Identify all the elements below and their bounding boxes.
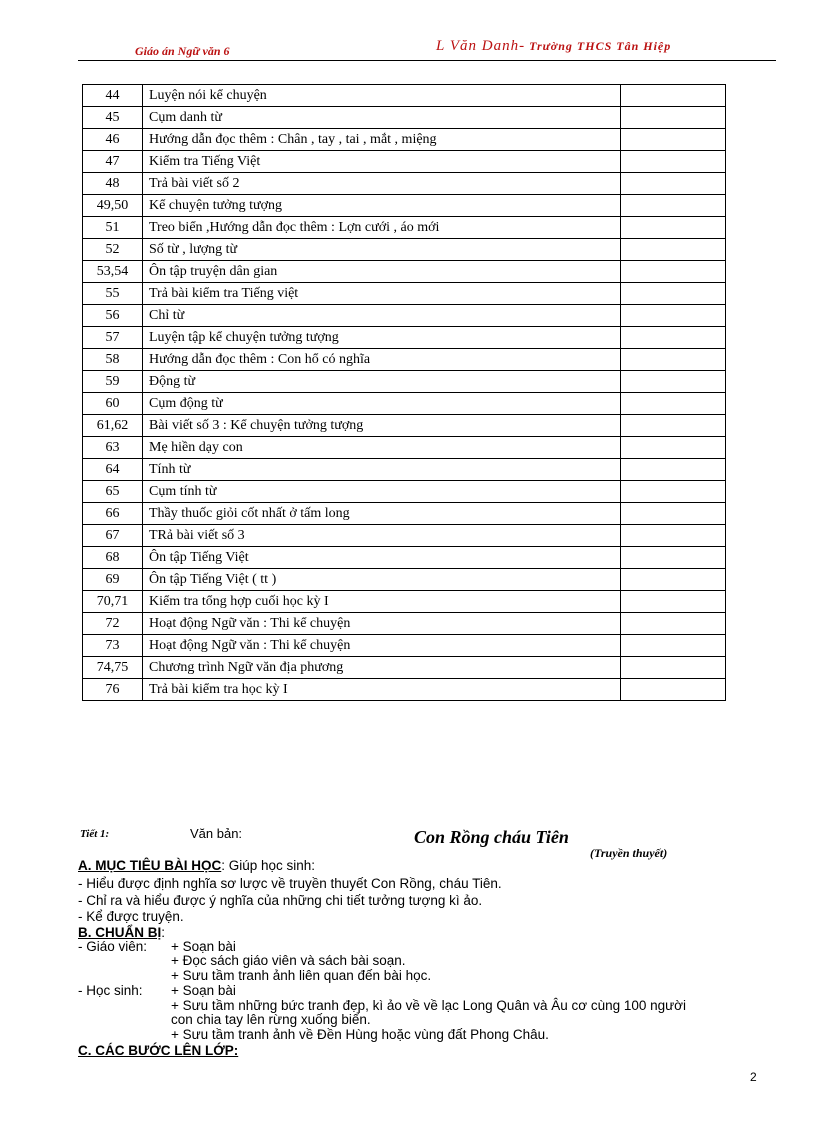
- notes-cell: [621, 635, 726, 657]
- goal-3: - Kể được truyện.: [78, 909, 184, 924]
- table-row: [83, 85, 726, 107]
- notes-cell: [621, 569, 726, 591]
- table-row: [83, 393, 726, 415]
- notes-cell: [621, 195, 726, 217]
- header-divider: [78, 60, 776, 61]
- lesson-period-cell: 47: [83, 151, 143, 173]
- lesson-period-cell: 69: [83, 569, 143, 591]
- lesson-period-cell: 56: [83, 305, 143, 327]
- lesson-title-cell: Động từ: [143, 371, 621, 393]
- page-number: 2: [750, 1070, 757, 1084]
- notes-cell: [621, 239, 726, 261]
- notes-cell: [621, 525, 726, 547]
- lesson-period-cell: 49,50: [83, 195, 143, 217]
- section-b-suffix: :: [161, 925, 166, 940]
- lesson-period-cell: 76: [83, 679, 143, 701]
- table-row: [83, 305, 726, 327]
- lesson-period-cell: 64: [83, 459, 143, 481]
- table-row: [83, 503, 726, 525]
- lesson-title-cell: Kiểm tra Tiếng Việt: [143, 151, 621, 173]
- lesson-title-cell: Ôn tập truyện dân gian: [143, 261, 621, 283]
- lesson-title-cell: Ôn tập Tiếng Việt: [143, 547, 621, 569]
- lesson-title-cell: Cụm động từ: [143, 393, 621, 415]
- table-row: [83, 613, 726, 635]
- notes-cell: [621, 107, 726, 129]
- lesson-title-cell: TRả bài viết số 3: [143, 525, 621, 547]
- header-author-name: L Văn Danh-: [436, 38, 526, 54]
- lesson-title-cell: Luyện nói kể chuyện: [143, 85, 621, 107]
- notes-cell: [621, 657, 726, 679]
- lesson-period-cell: 55: [83, 283, 143, 305]
- table-row: [83, 129, 726, 151]
- table-row: [83, 283, 726, 305]
- lesson-title-cell: Thầy thuốc giỏi cốt nhất ở tấm long: [143, 503, 621, 525]
- header-author: [436, 38, 671, 55]
- section-c-title: C. CÁC BƯỚC LÊN LỚP:: [78, 1043, 239, 1058]
- table-row: [83, 679, 726, 701]
- lesson-period-cell: 74,75: [83, 657, 143, 679]
- lesson-title-cell: Kể chuyện tưởng tượng: [143, 195, 621, 217]
- table-row: [83, 371, 726, 393]
- lesson-title-cell: Mẹ hiền dạy con: [143, 437, 621, 459]
- teacher-item-3: + Sưu tầm tranh ảnh liên quan đến bài học.: [171, 968, 432, 983]
- section-c-heading: [78, 1043, 239, 1058]
- section-b-title: B. CHUẨN BỊ: [78, 925, 162, 940]
- section-a-suffix: : Giúp học sinh:: [221, 858, 316, 873]
- lesson-title-cell: Luyện tập kể chuyện tưởng tượng: [143, 327, 621, 349]
- text-label: Văn bản:: [190, 826, 243, 841]
- table-row: [83, 239, 726, 261]
- student-item-2: + Sưu tầm những bức tranh đẹp, kì ảo về về lạc Long Quân và Âu cơ cùng 100 người: [171, 998, 687, 1013]
- section-b-heading: [78, 925, 165, 940]
- lesson-period-cell: 66: [83, 503, 143, 525]
- lesson-period-cell: 52: [83, 239, 143, 261]
- table-row: [83, 217, 726, 239]
- lesson-period-cell: 57: [83, 327, 143, 349]
- lesson-title-cell: Chương trình Ngữ văn địa phương: [143, 657, 621, 679]
- lesson-title-cell: Trả bài viết số 2: [143, 173, 621, 195]
- teacher-item-2: + Đọc sách giáo viên và sách bài soạn.: [171, 953, 406, 968]
- lesson-title-cell: Cụm tính từ: [143, 481, 621, 503]
- notes-cell: [621, 481, 726, 503]
- lesson-period-cell: 51: [83, 217, 143, 239]
- header-subject: Giáo án Ngữ văn 6: [135, 44, 230, 58]
- lesson-title-cell: Hoạt động Ngữ văn : Thi kể chuyện: [143, 613, 621, 635]
- goal-1: - Hiểu được định nghĩa sơ lược về truyền thuyết Con Rồng, cháu Tiên.: [78, 876, 502, 891]
- table-row: [83, 657, 726, 679]
- notes-cell: [621, 327, 726, 349]
- table-row: [83, 151, 726, 173]
- lesson-period-cell: 73: [83, 635, 143, 657]
- table-row: [83, 525, 726, 547]
- lesson-period-cell: 48: [83, 173, 143, 195]
- table-row: [83, 437, 726, 459]
- lesson-period-cell: 45: [83, 107, 143, 129]
- student-label: - Học sinh:: [78, 983, 143, 998]
- lesson-title: Con Rồng cháu Tiên: [414, 827, 569, 847]
- table-row: [83, 107, 726, 129]
- notes-cell: [621, 437, 726, 459]
- notes-cell: [621, 129, 726, 151]
- notes-cell: [621, 591, 726, 613]
- lesson-period-cell: 67: [83, 525, 143, 547]
- notes-cell: [621, 459, 726, 481]
- lesson-period-cell: 44: [83, 85, 143, 107]
- table-row: [83, 481, 726, 503]
- table-row: [83, 459, 726, 481]
- table-row: [83, 327, 726, 349]
- lesson-period-cell: 59: [83, 371, 143, 393]
- table-row: [83, 195, 726, 217]
- notes-cell: [621, 415, 726, 437]
- lesson-title-cell: Cụm danh từ: [143, 107, 621, 129]
- lesson-title-cell: Ôn tập Tiếng Việt ( tt ): [143, 569, 621, 591]
- notes-cell: [621, 371, 726, 393]
- lesson-title-cell: Kiểm tra tổng hợp cuối học kỳ I: [143, 591, 621, 613]
- notes-cell: [621, 679, 726, 701]
- notes-cell: [621, 173, 726, 195]
- lesson-title-cell: Hoạt động Ngữ văn : Thi kể chuyện: [143, 635, 621, 657]
- table-row: [83, 349, 726, 371]
- table-row: [83, 415, 726, 437]
- lesson-title-cell: Số từ , lượng từ: [143, 239, 621, 261]
- teacher-label: - Giáo viên:: [78, 939, 148, 954]
- lesson-period-cell: 72: [83, 613, 143, 635]
- lesson-period-cell: 61,62: [83, 415, 143, 437]
- lesson-title-cell: Trả bài kiểm tra học kỳ I: [143, 679, 621, 701]
- notes-cell: [621, 547, 726, 569]
- notes-cell: [621, 261, 726, 283]
- notes-cell: [621, 393, 726, 415]
- lesson-title-cell: Hướng dẫn đọc thêm : Con hổ có nghĩa: [143, 349, 621, 371]
- lesson-period-cell: 46: [83, 129, 143, 151]
- notes-cell: [621, 217, 726, 239]
- table-row: [83, 591, 726, 613]
- lesson-schedule-table: [82, 84, 726, 701]
- lesson-period-cell: 63: [83, 437, 143, 459]
- notes-cell: [621, 503, 726, 525]
- lesson-title-cell: Bài viết số 3 : Kể chuyện tưởng tượng: [143, 415, 621, 437]
- lesson-period-cell: 65: [83, 481, 143, 503]
- notes-cell: [621, 151, 726, 173]
- teacher-item-1: + Soạn bài: [171, 939, 236, 954]
- lesson-number: Tiết 1:: [80, 828, 110, 840]
- lesson-title-cell: Chỉ từ: [143, 305, 621, 327]
- lesson-title-cell: Trả bài kiểm tra Tiếng việt: [143, 283, 621, 305]
- notes-cell: [621, 85, 726, 107]
- lesson-period-cell: 60: [83, 393, 143, 415]
- table-row: [83, 547, 726, 569]
- goal-2: - Chỉ ra và hiểu được ý nghĩa của những chi tiết tưởng tượng kì ảo.: [78, 893, 483, 908]
- table-row: [83, 261, 726, 283]
- notes-cell: [621, 283, 726, 305]
- notes-cell: [621, 349, 726, 371]
- student-item-3: + Sưu tầm tranh ảnh về Đền Hùng hoặc vùng đất Phong Châu.: [171, 1027, 549, 1042]
- table-row: [83, 173, 726, 195]
- header-school: Trường THCS Tân Hiệp: [525, 39, 672, 53]
- table-row: [83, 569, 726, 591]
- table-row: [83, 635, 726, 657]
- notes-cell: [621, 613, 726, 635]
- lesson-title-cell: Tính từ: [143, 459, 621, 481]
- lesson-title-cell: Hướng dẫn đọc thêm : Chân , tay , tai , mắt , miệng: [143, 129, 621, 151]
- lesson-title-cell: Treo biển ,Hướng dẫn đọc thêm : Lợn cưới , áo mới: [143, 217, 621, 239]
- lesson-period-cell: 53,54: [83, 261, 143, 283]
- lesson-period-cell: 70,71: [83, 591, 143, 613]
- lesson-genre: (Truyền thuyết): [590, 846, 668, 860]
- student-item-1: + Soạn bài: [171, 983, 236, 998]
- student-item-2-cont: con chia tay lên rừng xuống biển.: [171, 1012, 371, 1027]
- lesson-period-cell: 68: [83, 547, 143, 569]
- section-a-title: A. MỤC TIÊU BÀI HỌC: [78, 858, 222, 873]
- lesson-period-cell: 58: [83, 349, 143, 371]
- section-a-heading: [78, 858, 315, 873]
- notes-cell: [621, 305, 726, 327]
